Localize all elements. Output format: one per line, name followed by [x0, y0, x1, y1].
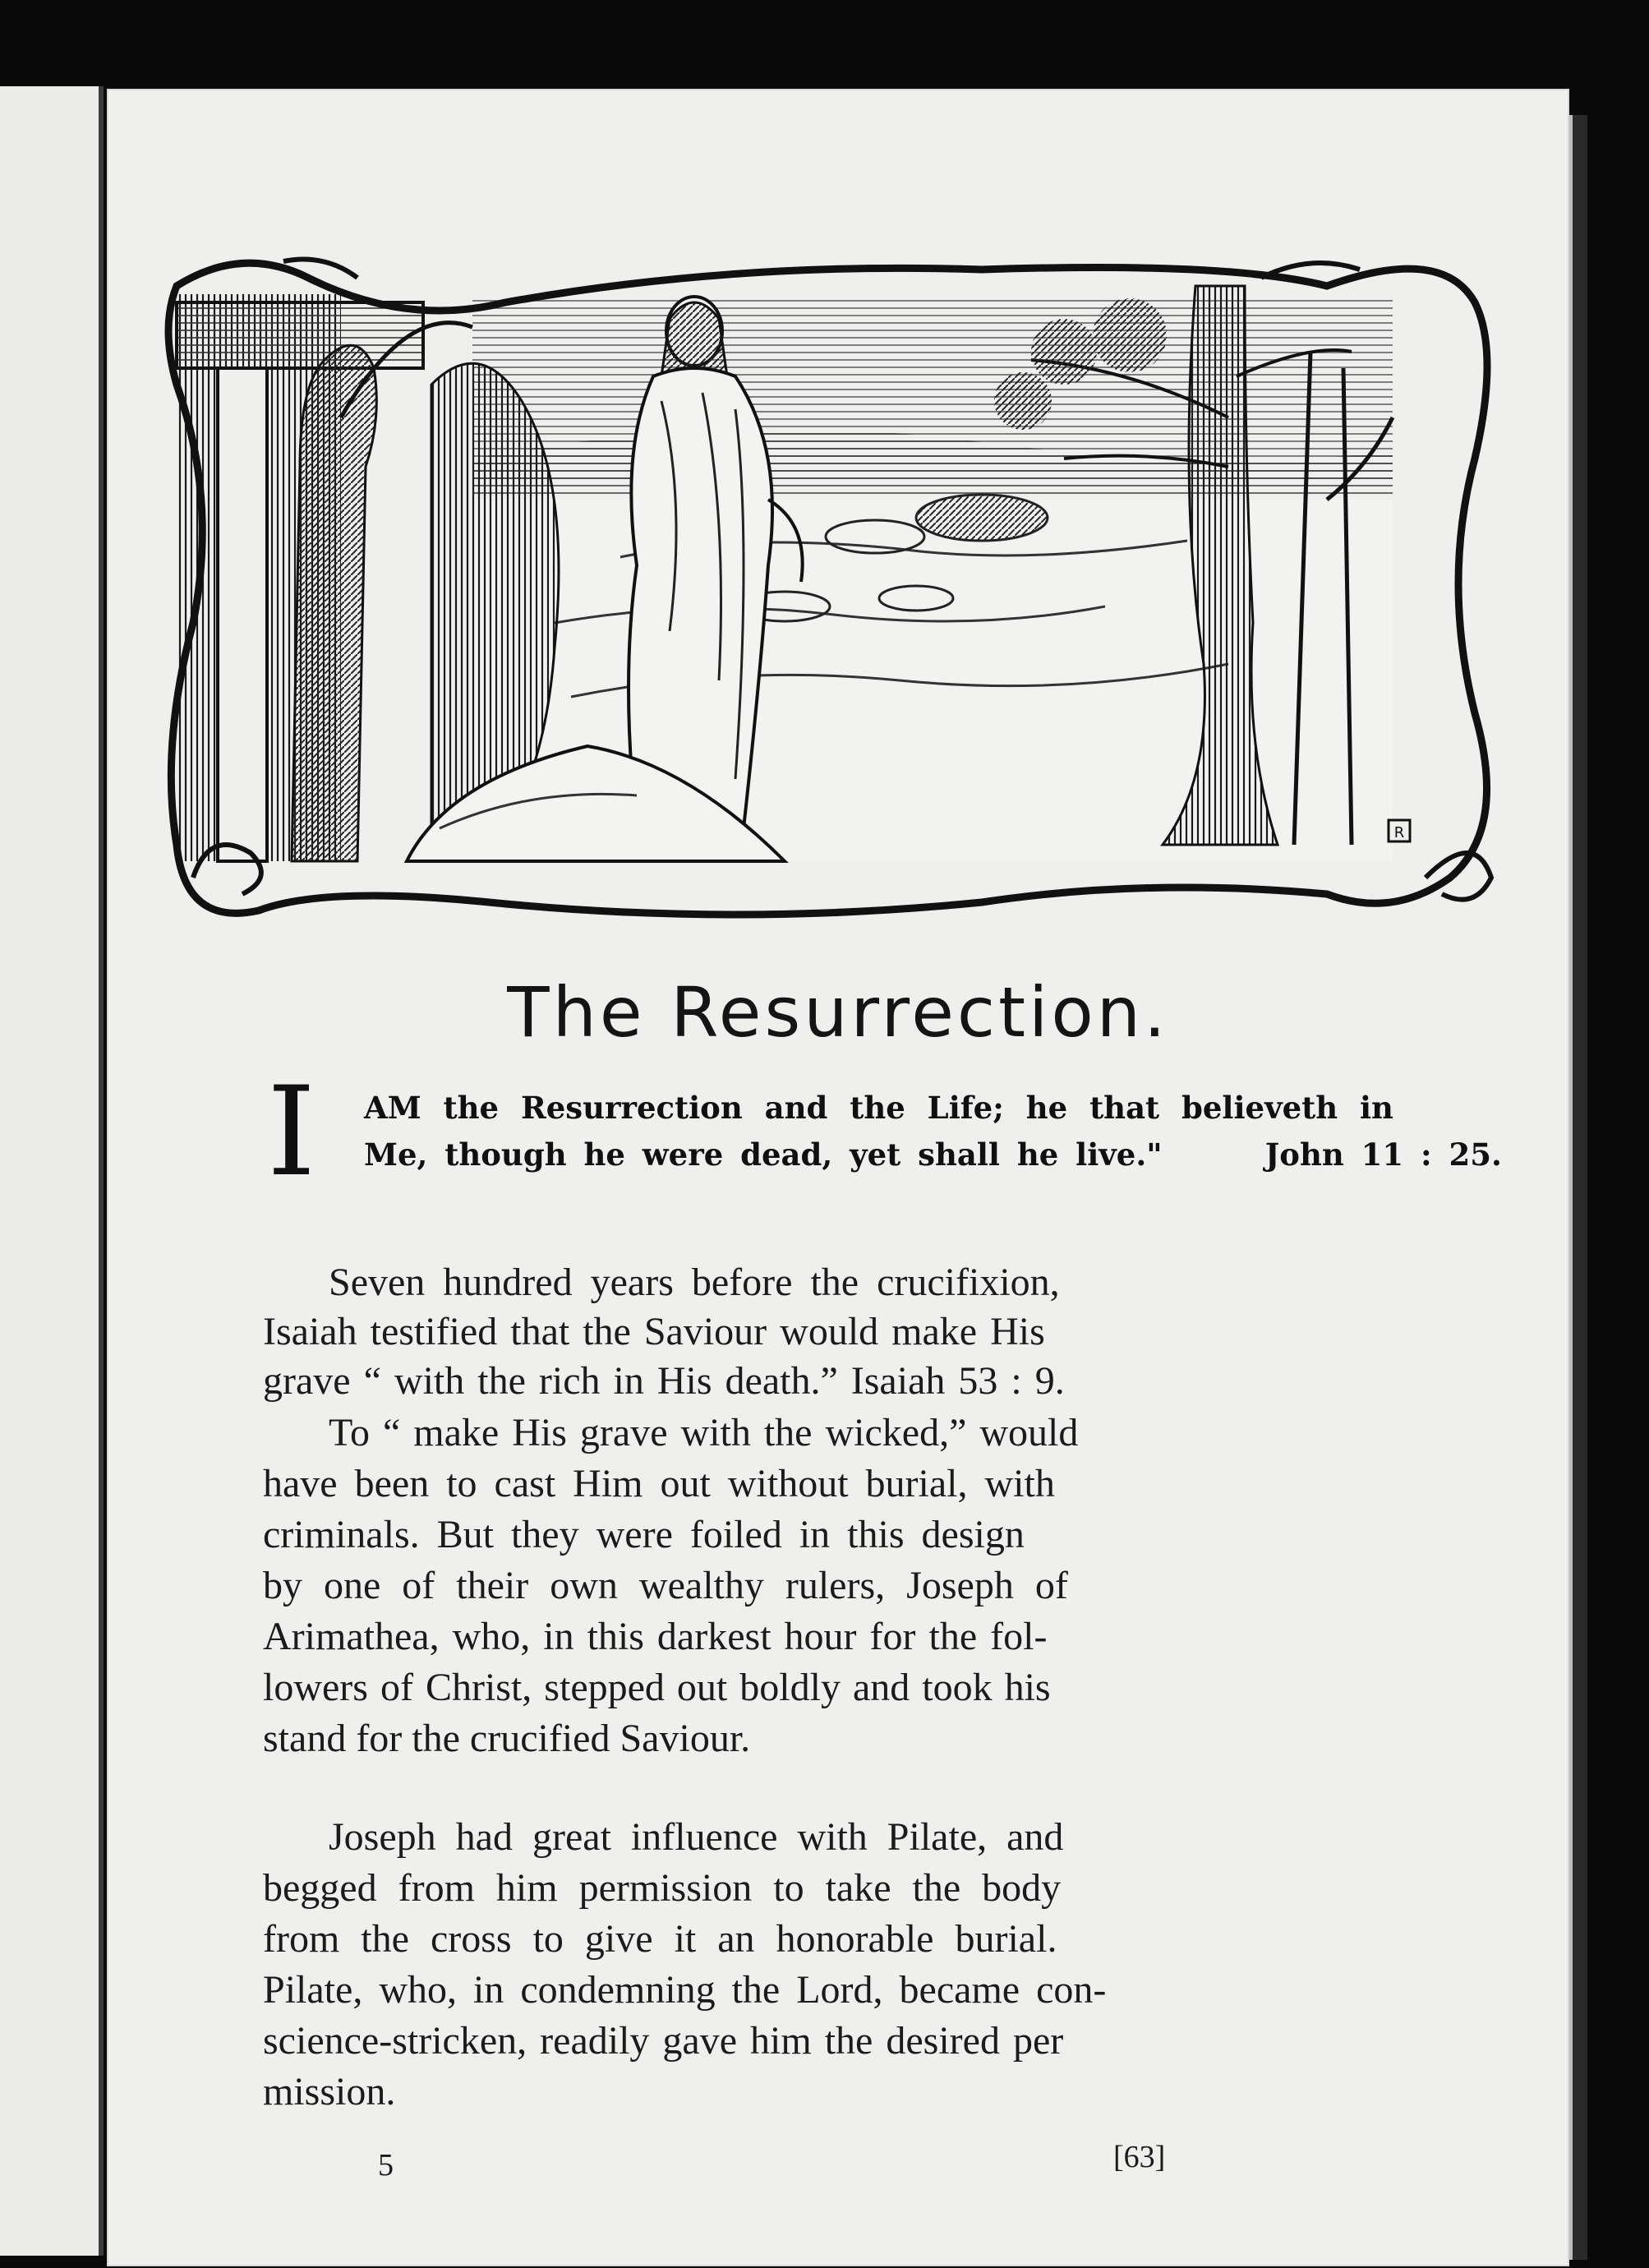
body-line: Arimathea, who, in this darkest hour for the fol- [263, 1615, 1048, 1658]
body-line: mission. [263, 2070, 396, 2114]
book-page [107, 89, 1569, 2266]
body-line: from the cross to give it an honorable burial. [263, 1917, 1057, 1961]
drop-cap: I [267, 1061, 316, 1204]
resurrection-illustration [160, 253, 1516, 943]
epigraph-reference: John 11 : 25. [1264, 1136, 1502, 1173]
body-line: criminals. But they were foiled in this design [263, 1513, 1025, 1556]
epigraph-quote: Me, though he were dead, yet shall he live." [364, 1136, 1163, 1173]
body-line: Seven hundred years before the crucifixion, [329, 1261, 1060, 1304]
body-line: lowers of Christ, stepped out boldly and took his [263, 1666, 1051, 1709]
body-line: begged from him permission to take the body [263, 1866, 1062, 1910]
signature-mark: 5 [378, 2148, 394, 2183]
body-line: Isaiah testified that the Saviour would make His [263, 1310, 1045, 1353]
body-line: grave “ with the rich in His death.” Isaiah 53 : 9. [263, 1359, 1065, 1403]
body-line: To “ make His grave with the wicked,” would [329, 1411, 1079, 1454]
page-number: [63] [1113, 2140, 1166, 2174]
book-spine-edge [1569, 115, 1587, 2260]
body-line: by one of their own wealthy rulers, Joseph of [263, 1564, 1068, 1607]
epigraph-line-1: AM the Resurrection and the Life; he that believeth in [364, 1090, 1393, 1126]
body-line: have been to cast Him out without burial, with [263, 1462, 1055, 1505]
body-line: Joseph had great influence with Pilate, and [329, 1815, 1064, 1859]
body-line: Pilate, who, in condemning the Lord, became con- [263, 1968, 1107, 2012]
chapter-title: The Resurrection. [507, 972, 1169, 1053]
body-line: science-stricken, readily gave him the desired per [263, 2019, 1064, 2063]
illustration-monogram: R [1393, 824, 1405, 841]
body-line: stand for the crucified Saviour. [263, 1717, 751, 1760]
previous-page-edge [0, 86, 104, 2256]
epigraph-line-2 [364, 1136, 1502, 1173]
epigraph-block [267, 1061, 1502, 1210]
